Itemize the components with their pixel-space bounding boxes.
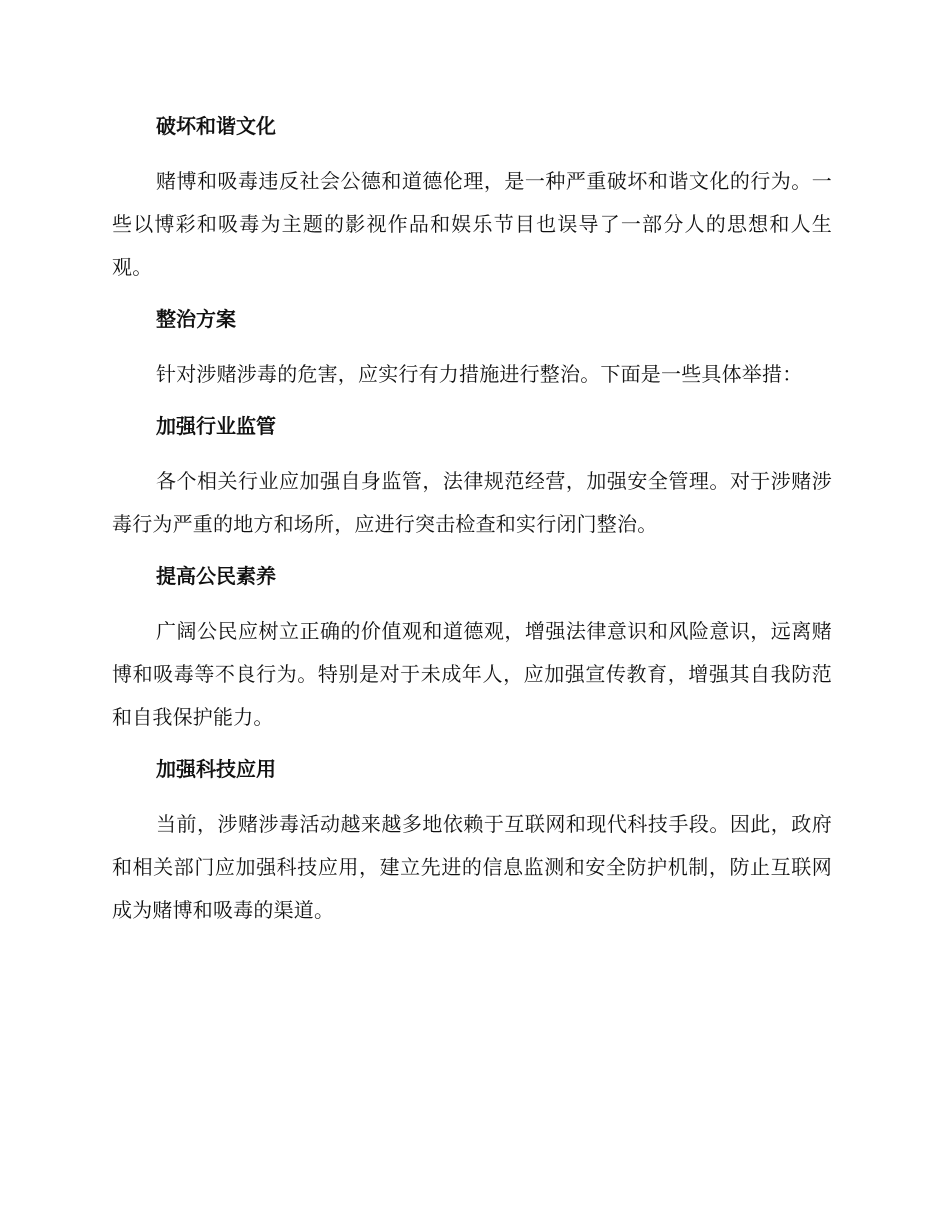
section-paragraph: 赌博和吸毒违反社会公德和道德伦理，是一种严重破坏和谐文化的行为。一些以博彩和吸毒为主题的影视作品和娱乐节目也误导了一部分人的思想和人生观。 (112, 169, 832, 279)
section-technology-application (112, 751, 832, 932)
section-paragraph: 各个相关行业应加强自身监管，法律规范经营，加强安全管理。对于涉赌涉毒行为严重的地方和场所，应进行突击检查和实行闭门整治。 (112, 469, 832, 536)
section-paragraph: 广阔公民应树立正确的价值观和道德观，增强法律意识和风险意识，远离赌博和吸毒等不良行为。特别是对于未成年人，应加强宣传教育，增强其自我防范和自我保护能力。 (112, 619, 832, 729)
document-page (112, 108, 832, 944)
section-harmony-culture (112, 108, 832, 289)
section-citizen-literacy (112, 558, 832, 739)
section-heading: 加强科技应用 (156, 757, 276, 781)
section-remediation-plan (112, 301, 832, 396)
section-heading: 整治方案 (156, 307, 236, 331)
section-heading: 破坏和谐文化 (156, 114, 276, 138)
section-heading: 加强行业监管 (156, 414, 276, 438)
section-paragraph: 针对涉赌涉毒的危害，应实行有力措施进行整治。下面是一些具体举措： (156, 362, 803, 386)
section-heading: 提高公民素养 (156, 564, 276, 588)
section-paragraph: 当前，涉赌涉毒活动越来越多地依赖于互联网和现代科技手段。因此，政府和相关部门应加强科技应用，建立先进的信息监测和安全防护机制，防止互联网成为赌博和吸毒的渠道。 (112, 812, 832, 922)
section-industry-supervision (112, 408, 832, 546)
